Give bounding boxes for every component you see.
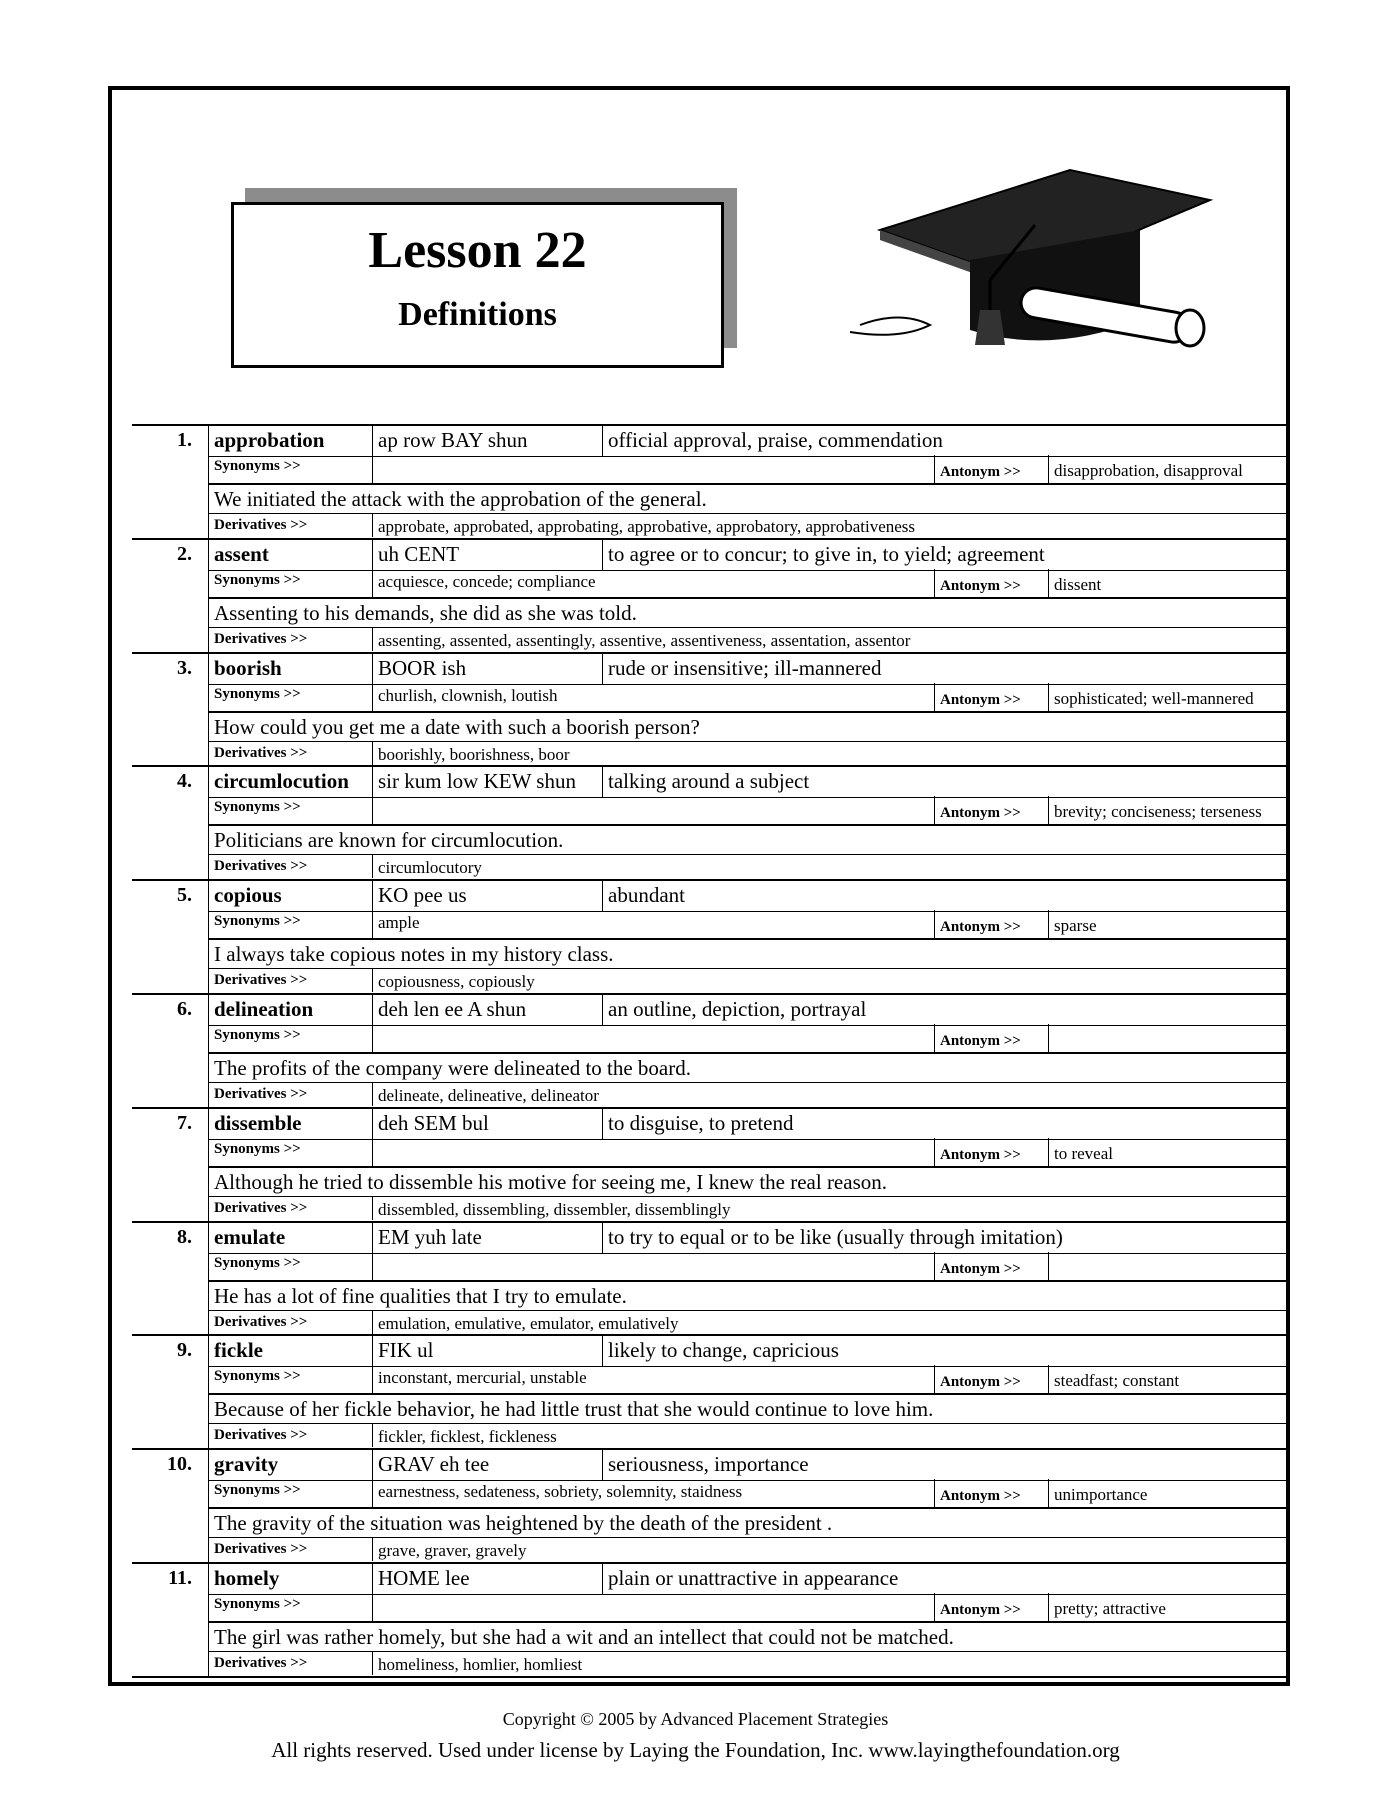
synonyms-label: Synonyms >> xyxy=(214,799,301,816)
col-divider xyxy=(1048,569,1049,597)
entry-synonym-row xyxy=(208,1024,1288,1054)
synonyms-label: Synonyms >> xyxy=(214,913,301,930)
col-divider xyxy=(934,1479,935,1507)
entry-main-row xyxy=(177,424,1288,457)
synonyms-label: Synonyms >> xyxy=(214,1026,301,1043)
entry-number-rule xyxy=(132,1221,208,1223)
entry-antonym: sophisticated; well-mannered xyxy=(1054,688,1254,708)
entry-number-rule xyxy=(132,1448,208,1450)
col-divider xyxy=(372,910,373,938)
col-divider xyxy=(372,1197,373,1220)
entry-definition: an outline, depiction, portrayal xyxy=(608,996,867,1021)
entry-sentence-row xyxy=(208,713,1288,742)
col-divider xyxy=(934,683,935,711)
entry-number: 5. xyxy=(177,884,192,907)
entry-number-rule xyxy=(132,1334,208,1336)
table-bottom-rule xyxy=(132,1676,1288,1678)
entry-definition: talking around a subject xyxy=(608,769,810,794)
col-divider xyxy=(1048,1479,1049,1507)
entry-derivatives-row xyxy=(208,628,1288,651)
vocab-entry xyxy=(132,1221,1288,1335)
col-divider xyxy=(372,1311,373,1334)
vocab-entry xyxy=(132,1562,1288,1676)
col-divider xyxy=(372,514,373,537)
entry-number-rule xyxy=(132,1107,208,1109)
title-box xyxy=(231,202,724,368)
antonym-label: Antonym >> xyxy=(940,464,1021,480)
entry-pronunciation: uh CENT xyxy=(378,541,460,566)
entry-sentence: Politicians are known for circumlocution. xyxy=(214,828,564,853)
col-divider xyxy=(934,1593,935,1621)
col-divider xyxy=(934,455,935,483)
vocab-entry xyxy=(132,538,1288,652)
entry-main-row xyxy=(177,993,1288,1026)
entry-antonym: unimportance xyxy=(1054,1485,1148,1505)
entry-synonyms: ample xyxy=(378,913,420,933)
entry-derivatives-row xyxy=(208,1083,1288,1106)
entry-synonyms: inconstant, mercurial, unstable xyxy=(378,1368,587,1388)
entry-pronunciation: ap row BAY shun xyxy=(378,428,528,452)
synonyms-label: Synonyms >> xyxy=(214,458,301,474)
entry-antonym: steadfast; constant xyxy=(1054,1371,1180,1391)
entry-antonym: sparse xyxy=(1054,916,1097,936)
col-divider xyxy=(372,1083,373,1106)
entry-word: fickle xyxy=(214,1338,263,1363)
derivatives-label: Derivatives >> xyxy=(214,1199,308,1216)
entry-definition: abundant xyxy=(608,883,685,908)
entry-sentence-row xyxy=(208,485,1288,514)
entry-synonym-row xyxy=(208,455,1288,485)
synonyms-label: Synonyms >> xyxy=(214,571,301,588)
entry-pronunciation: GRAV eh tee xyxy=(378,1452,490,1477)
col-divider xyxy=(372,569,373,597)
antonym-label: Antonym >> xyxy=(940,1374,1021,1391)
col-divider xyxy=(934,1365,935,1393)
col-divider xyxy=(1048,683,1049,711)
entry-pronunciation: deh SEM bul xyxy=(378,1110,489,1135)
entry-derivatives: circumlocutory xyxy=(378,858,482,878)
entry-derivatives: fickler, ficklest, fickleness xyxy=(378,1427,557,1447)
entry-synonym-row xyxy=(208,910,1288,940)
derivatives-label: Derivatives >> xyxy=(214,858,308,875)
entry-derivatives-row xyxy=(208,969,1288,992)
col-divider xyxy=(372,1424,373,1447)
antonym-label: Antonym >> xyxy=(940,1032,1021,1049)
col-divider xyxy=(372,1479,373,1507)
entry-number: 7. xyxy=(177,1111,192,1134)
antonym-label: Antonym >> xyxy=(940,1260,1021,1277)
col-divider xyxy=(372,1138,373,1166)
derivatives-label: Derivatives >> xyxy=(214,1313,308,1330)
entry-main-row xyxy=(177,765,1288,798)
entry-definition: to try to equal or to be like (usually through imitation) xyxy=(608,1224,1063,1249)
col-divider xyxy=(372,796,373,824)
entry-synonym-row xyxy=(208,796,1288,826)
col-divider xyxy=(934,569,935,597)
entry-number-rule xyxy=(132,765,208,767)
entry-word: boorish xyxy=(214,655,282,680)
derivatives-label: Derivatives >> xyxy=(214,1085,308,1102)
col-divider xyxy=(372,1024,373,1052)
entry-synonym-row xyxy=(208,569,1288,599)
col-divider xyxy=(934,1252,935,1280)
vocab-entry xyxy=(132,424,1288,538)
derivatives-label: Derivatives >> xyxy=(214,1654,308,1671)
entry-number: 11. xyxy=(168,1566,192,1589)
entry-sentence-row xyxy=(208,1054,1288,1083)
entry-synonym-row xyxy=(208,683,1288,713)
entry-derivatives: emulation, emulative, emulator, emulatively xyxy=(378,1313,679,1333)
entry-antonym: brevity; conciseness; terseness xyxy=(1054,802,1262,822)
entry-synonyms: churlish, clownish, loutish xyxy=(378,685,558,705)
entry-sentence-row xyxy=(208,826,1288,855)
col-divider xyxy=(1048,796,1049,824)
entry-number: 10. xyxy=(167,1453,192,1476)
col-divider xyxy=(1048,1365,1049,1393)
vocab-entry xyxy=(132,879,1288,993)
synonyms-label: Synonyms >> xyxy=(214,685,301,702)
entry-derivatives: grave, graver, gravely xyxy=(378,1541,527,1561)
vocabulary-table xyxy=(132,424,1288,1676)
entry-derivatives-row xyxy=(208,514,1288,537)
entry-derivatives: copiousness, copiously xyxy=(378,972,535,992)
entry-definition: seriousness, importance xyxy=(608,1452,809,1477)
entry-derivatives: approbate, approbated, approbating, approbative, approbatory, approbativeness xyxy=(378,517,916,536)
col-divider xyxy=(1048,1024,1049,1052)
col-divider xyxy=(372,1365,373,1393)
entry-main-row xyxy=(167,1448,1288,1481)
entry-pronunciation: KO pee us xyxy=(378,883,467,908)
entry-synonym-row xyxy=(208,1593,1288,1623)
antonym-label: Antonym >> xyxy=(940,1601,1021,1618)
entry-synonym-row xyxy=(208,1479,1288,1509)
antonym-label: Antonym >> xyxy=(940,577,1021,594)
entry-definition: likely to change, capricious xyxy=(608,1338,839,1363)
entry-synonyms: earnestness, sedateness, sobriety, solemnity, staidness xyxy=(378,1482,743,1502)
entry-derivatives-row xyxy=(208,855,1288,878)
entry-sentence: How could you get me a date with such a boorish person? xyxy=(214,714,700,739)
vocab-entry xyxy=(132,1107,1288,1221)
entry-sentence: We initiated the attack with the approbation of the general. xyxy=(214,487,707,511)
entry-main-row xyxy=(177,1334,1288,1367)
entry-synonym-row xyxy=(208,1138,1288,1168)
entry-word: assent xyxy=(214,541,269,566)
vocab-entry xyxy=(132,993,1288,1107)
entry-sentence-row xyxy=(208,1168,1288,1197)
antonym-label: Antonym >> xyxy=(940,1488,1021,1505)
derivatives-label: Derivatives >> xyxy=(214,1427,308,1444)
entry-antonym: pretty; attractive xyxy=(1054,1598,1166,1618)
entry-number: 6. xyxy=(177,997,192,1020)
entry-main-row xyxy=(177,1107,1288,1140)
col-divider xyxy=(372,969,373,992)
col-divider xyxy=(1048,1593,1049,1621)
entry-derivatives: delineate, delineative, delineator xyxy=(378,1085,599,1105)
col-divider xyxy=(934,910,935,938)
entry-word: approbation xyxy=(214,428,325,452)
entry-sentence-row xyxy=(208,599,1288,628)
entry-derivatives-row xyxy=(208,1538,1288,1561)
derivatives-label: Derivatives >> xyxy=(214,1541,308,1558)
entry-sentence: Assenting to his demands, she did as she was told. xyxy=(214,600,637,625)
entry-main-row xyxy=(177,879,1288,912)
entry-number-rule xyxy=(132,652,208,654)
col-divider xyxy=(1048,1252,1049,1280)
col-divider xyxy=(372,455,373,483)
entry-number-rule xyxy=(132,538,208,540)
entry-sentence: The profits of the company were delineated to the board. xyxy=(214,1055,691,1080)
entry-pronunciation: BOOR ish xyxy=(378,655,467,680)
entry-synonyms: acquiesce, concede; compliance xyxy=(378,571,596,591)
lesson-title: Lesson 22 xyxy=(368,222,587,279)
entry-word: dissemble xyxy=(214,1110,302,1135)
entry-sentence: He has a lot of fine qualities that I try to emulate. xyxy=(214,1283,627,1308)
entry-sentence: The gravity of the situation was heightened by the death of the president . xyxy=(214,1511,833,1536)
entry-main-row xyxy=(177,538,1288,571)
entry-derivatives: homeliness, homlier, homliest xyxy=(378,1654,583,1674)
entry-synonym-row xyxy=(208,1365,1288,1395)
entry-derivatives-row xyxy=(208,1197,1288,1220)
entry-main-row xyxy=(177,652,1288,685)
antonym-label: Antonym >> xyxy=(940,1146,1021,1163)
entry-derivatives: assenting, assented, assentingly, assentive, assentiveness, assentation, assentor xyxy=(378,630,911,650)
entry-derivatives-row xyxy=(208,1311,1288,1334)
antonym-label: Antonym >> xyxy=(940,919,1021,936)
col-divider xyxy=(934,1024,935,1052)
synonyms-label: Synonyms >> xyxy=(214,1368,301,1385)
entry-sentence-row xyxy=(208,1282,1288,1311)
col-divider xyxy=(372,1652,373,1675)
entry-number-rule xyxy=(132,879,208,881)
entry-main-row xyxy=(168,1562,1288,1595)
synonyms-label: Synonyms >> xyxy=(214,1595,301,1612)
col-divider xyxy=(372,1593,373,1621)
lesson-subtitle: Definitions xyxy=(398,296,557,333)
vocab-entry xyxy=(132,765,1288,879)
entry-derivatives-row xyxy=(208,1652,1288,1675)
antonym-label: Antonym >> xyxy=(940,691,1021,708)
col-divider xyxy=(1048,910,1049,938)
entry-derivatives-row xyxy=(208,742,1288,765)
entry-main-row xyxy=(177,1221,1288,1254)
synonyms-label: Synonyms >> xyxy=(214,1482,301,1499)
entry-word: homely xyxy=(214,1565,280,1590)
col-divider xyxy=(934,796,935,824)
entry-number: 4. xyxy=(177,770,192,793)
entry-derivatives-row xyxy=(208,1424,1288,1447)
entry-synonym-row xyxy=(208,1252,1288,1282)
entry-sentence: Although he tried to dissemble his motive for seeing me, I knew the real reason. xyxy=(214,1169,887,1194)
entry-sentence: The girl was rather homely, but she had a wit and an intellect that could not be matched. xyxy=(214,1624,954,1649)
footer-license: All rights reserved. Used under license by Laying the Foundation, Inc. www.layingthefoundation.org xyxy=(271,1738,1120,1762)
entry-pronunciation: FIK ul xyxy=(378,1338,434,1363)
entry-word: gravity xyxy=(214,1452,279,1477)
entry-antonym: to reveal xyxy=(1054,1143,1113,1163)
entry-number-rule xyxy=(132,993,208,995)
col-divider xyxy=(372,1538,373,1561)
entry-number: 1. xyxy=(177,429,192,451)
entry-sentence-row xyxy=(208,1509,1288,1538)
entry-word: delineation xyxy=(214,996,314,1021)
entry-word: circumlocution xyxy=(214,769,349,794)
entry-definition: to agree or to concur; to give in, to yield; agreement xyxy=(608,541,1045,566)
entry-number-rule xyxy=(132,1562,208,1564)
entry-number: 2. xyxy=(177,542,192,565)
entry-antonym: disapprobation, disapproval xyxy=(1054,461,1243,480)
entry-sentence: I always take copious notes in my history class. xyxy=(214,942,614,967)
derivatives-label: Derivatives >> xyxy=(214,744,308,761)
entry-definition: official approval, praise, commendation xyxy=(608,428,943,452)
entry-pronunciation: deh len ee A shun xyxy=(378,996,527,1021)
entry-definition: plain or unattractive in appearance xyxy=(608,1565,899,1590)
entry-derivatives: boorishly, boorishness, boor xyxy=(378,744,570,764)
entry-derivatives: dissembled, dissembling, dissembler, dissemblingly xyxy=(378,1199,731,1219)
vocab-entry xyxy=(132,652,1288,766)
entry-number-rule xyxy=(132,424,208,426)
entry-word: copious xyxy=(214,883,282,908)
entry-word: emulate xyxy=(214,1224,286,1249)
entry-sentence-row xyxy=(208,940,1288,969)
entry-antonym: dissent xyxy=(1054,574,1102,594)
col-divider xyxy=(372,628,373,651)
col-divider xyxy=(1048,1138,1049,1166)
col-divider xyxy=(372,855,373,878)
entry-number: 9. xyxy=(177,1339,192,1362)
antonym-label: Antonym >> xyxy=(940,805,1021,822)
col-divider xyxy=(372,683,373,711)
entry-definition: to disguise, to pretend xyxy=(608,1110,794,1135)
synonyms-label: Synonyms >> xyxy=(214,1140,301,1157)
footer-copyright: Copyright © 2005 by Advanced Placement Strategies xyxy=(502,1709,889,1729)
entry-number: 3. xyxy=(177,656,192,679)
synonyms-label: Synonyms >> xyxy=(214,1254,301,1271)
entry-sentence: Because of her fickle behavior, he had little trust that she would continue to love him. xyxy=(214,1397,934,1422)
col-divider xyxy=(1048,455,1049,483)
entry-sentence-row xyxy=(208,1623,1288,1652)
entry-number: 8. xyxy=(177,1225,192,1248)
col-divider xyxy=(934,1138,935,1166)
col-divider xyxy=(372,1252,373,1280)
graduation-cap-icon xyxy=(820,160,1220,360)
derivatives-label: Derivatives >> xyxy=(214,517,308,533)
entry-pronunciation: EM yuh late xyxy=(378,1224,482,1249)
derivatives-label: Derivatives >> xyxy=(214,972,308,989)
col-divider xyxy=(372,742,373,765)
vocab-entry xyxy=(132,1448,1288,1562)
entry-definition: rude or insensitive; ill-mannered xyxy=(608,655,882,680)
vocab-entry xyxy=(132,1334,1288,1448)
derivatives-label: Derivatives >> xyxy=(214,630,308,647)
entry-sentence-row xyxy=(208,1395,1288,1424)
entry-pronunciation: HOME lee xyxy=(378,1565,470,1590)
entry-pronunciation: sir kum low KEW shun xyxy=(378,769,576,794)
